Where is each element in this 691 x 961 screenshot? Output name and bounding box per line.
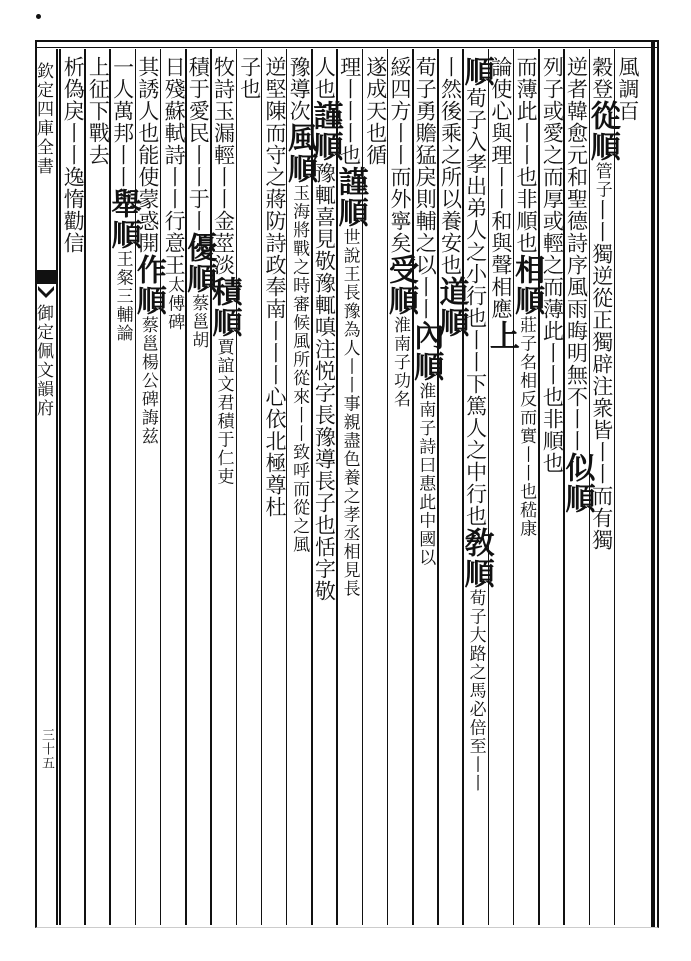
text-column <box>383 56 419 920</box>
text-segment: 賈誼文君積于仁吏 <box>213 338 234 486</box>
text-segment: 蔡邕楊公碑誨兹 <box>137 316 158 446</box>
page-number: 三十五 <box>39 728 54 770</box>
text-column <box>60 56 85 920</box>
text-segment: 丨然後乘之所以養安也 <box>438 56 463 276</box>
headword: 謹順 <box>332 166 368 228</box>
text-column <box>85 56 110 920</box>
text-column <box>332 56 368 920</box>
margin-divider <box>56 49 58 925</box>
text-column <box>282 56 318 920</box>
text-segment: 淮南子詩曰惠此中國以 <box>415 382 436 567</box>
fish-tail-mark <box>36 270 56 284</box>
book-title: 欽定四庫全書 <box>33 62 53 176</box>
text-segment: 牧詩玉漏輕丨丨金莖淡 <box>211 56 236 276</box>
text-column <box>615 56 640 920</box>
text-segment: 論使心與理丨丨和與聲相應 <box>488 56 513 320</box>
text-column <box>161 56 186 920</box>
text-segment: 淮南子功名 <box>390 316 411 409</box>
text-segment: 風調百 <box>615 56 640 122</box>
text-segment: 逆者韓愈元和聖德詩序風雨晦明無不丨丨 <box>564 56 589 452</box>
text-segment: 而薄此丨丨也非順也 <box>514 56 539 254</box>
text-segment: 太傅碑 <box>164 276 185 332</box>
text-column <box>483 56 519 920</box>
text-segment: 玉海將戰之時審候風所從來丨丨致呼而從之風 <box>289 184 310 554</box>
text-column <box>559 56 595 920</box>
text-segment: 析偽戾丨丨逸惰勸信 <box>61 56 86 254</box>
text-segment: 遂成天也循 <box>363 56 388 166</box>
text-segment: 管子 <box>591 162 612 199</box>
headword: 謹順 <box>307 100 343 162</box>
ink-dot <box>36 14 41 19</box>
headword: 受順 <box>383 254 419 316</box>
headword: 順 <box>458 56 494 87</box>
headword: 似順 <box>559 452 595 514</box>
text-column <box>458 56 494 920</box>
text-column <box>509 56 545 920</box>
text-segment: 荀子入孝出弟人之小行也丨丨下篤人之中行也 <box>463 87 488 527</box>
text-segment: 理丨丨丨也 <box>337 56 362 166</box>
text-segment: 荀子大路之馬必倍至丨丨 <box>465 589 486 793</box>
headword: 內順 <box>408 320 444 382</box>
text-segment: 豫輒喜見敬豫輒嗔注悦字長豫導長子也恬字敬 <box>312 162 337 602</box>
text-segment: 豫導次 <box>287 56 312 122</box>
text-segment: 王粲三輔論 <box>112 250 133 343</box>
text-segment: 荀子勇贍猛戾則輔之以丨丨 <box>413 56 438 320</box>
headword: 風順 <box>282 122 318 184</box>
text-column <box>433 56 469 920</box>
headword: 敎順 <box>458 527 494 589</box>
frame-right-edge <box>651 40 655 927</box>
text-segment: 人也 <box>312 56 337 100</box>
text-column <box>105 56 141 920</box>
headword: 積順 <box>206 276 242 338</box>
text-column <box>206 56 242 920</box>
headword: 道順 <box>433 276 469 338</box>
text-segment: 蔡邕胡 <box>188 294 209 350</box>
top-double-rule <box>35 47 657 48</box>
headword: 上 <box>483 320 519 351</box>
text-segment: 丨丨獨逆從正獨辟注衆皆丨丨而有獨 <box>589 199 614 551</box>
text-segment: 綏四方丨丨而外寧矣 <box>388 56 413 254</box>
text-segment: 積于愛民丨丨于丨 <box>186 56 211 232</box>
text-column <box>130 56 166 920</box>
headword: 作順 <box>130 254 166 316</box>
text-segment: 穀登 <box>589 56 614 100</box>
text-segment: 其誘人也能使蒙惑開 <box>135 56 160 254</box>
headword: 舉順 <box>105 188 141 250</box>
text-column <box>181 56 217 920</box>
text-column <box>408 56 444 920</box>
fish-tail-icon <box>38 286 54 298</box>
text-segment: 莊子名相反而實丨丨也嵇康 <box>516 316 537 538</box>
text-segment: 列子或愛之而厚或輕之而薄此丨丨也非順也 <box>540 56 565 474</box>
headword: 優順 <box>181 232 217 294</box>
text-column <box>262 56 287 920</box>
text-segment: 世說王長豫為人丨丨事親盡色養之孝丞相見長 <box>339 228 360 598</box>
text-segment: 日殘蘇軾詩丨丨行意王 <box>162 56 187 276</box>
volume-title: 御定佩文韻府 <box>33 304 53 418</box>
text-column <box>539 56 564 920</box>
headword: 相順 <box>509 254 545 316</box>
text-segment: 子也 <box>237 56 262 100</box>
text-segment: 一人萬邦丨丨 <box>110 56 135 188</box>
text-segment: 上征下戰去 <box>86 56 111 166</box>
headword: 從順 <box>584 100 620 162</box>
text-column <box>237 56 262 920</box>
text-column <box>307 56 343 920</box>
text-segment: 逆堅陳而守之蔣防詩政奉南丨丨丨心依北極尊杜 <box>262 56 287 518</box>
